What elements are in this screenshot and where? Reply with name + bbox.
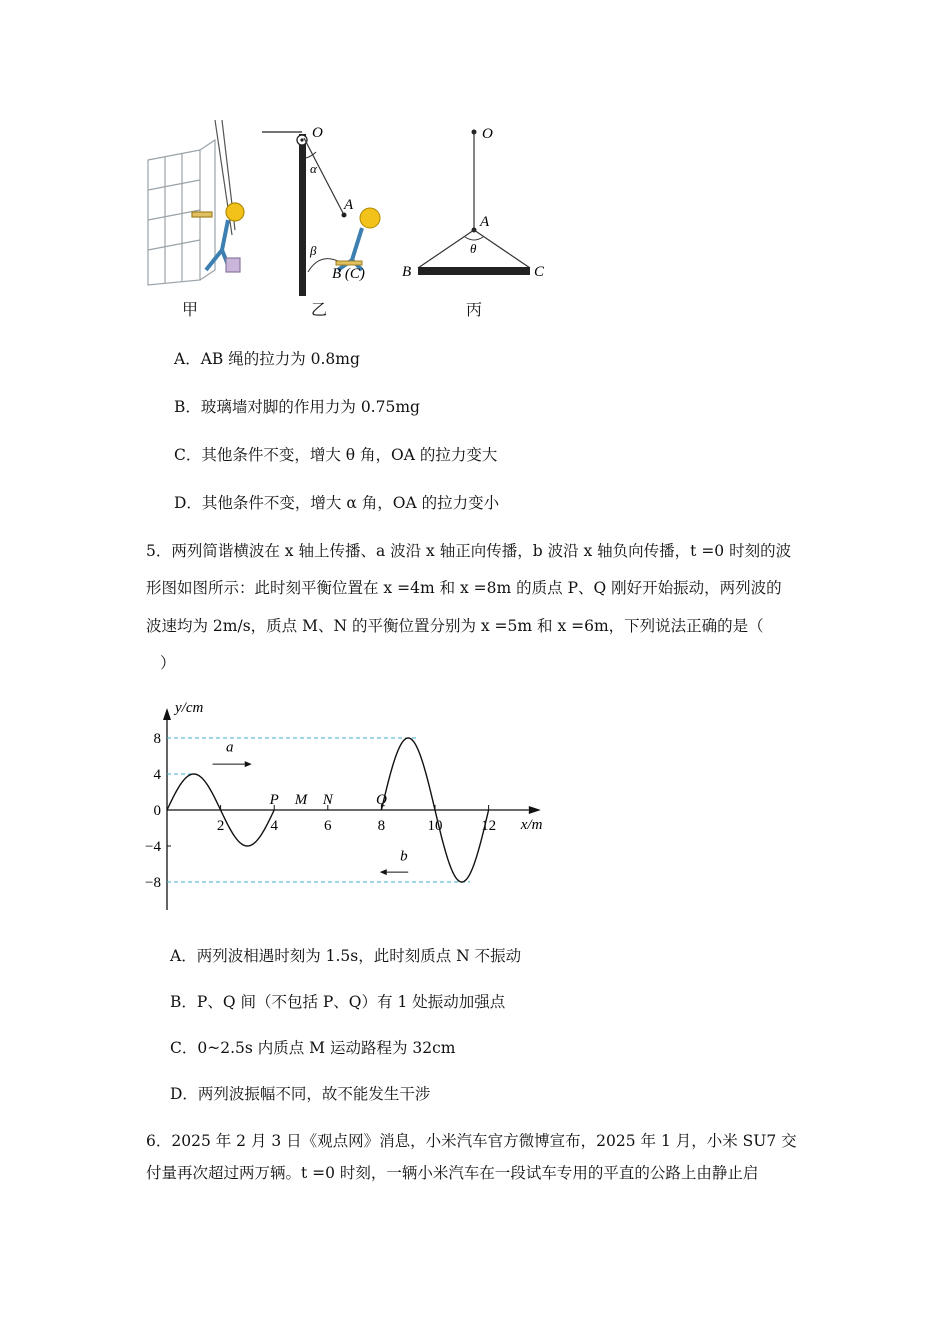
- label-bc: B (C): [332, 266, 365, 282]
- q4-option-d: D．其他条件不变，增大 α 角，OA 的拉力变小: [174, 494, 500, 512]
- x-tick-label: 2: [216, 818, 225, 834]
- x-tick-label: 10: [427, 818, 443, 834]
- q5-line-1: 5．两列简谐横波在 x 轴上传播、a 波沿 x 轴正向传播，b 波沿 x 轴负向传播，t =0 时刻的波: [146, 542, 792, 560]
- y-tick-label: −4: [145, 839, 161, 855]
- q5-option-c: C．0~2.5s 内质点 M 运动路程为 32cm: [170, 1039, 456, 1057]
- x-tick-label: 4: [270, 818, 278, 834]
- caption-bing: 丙: [466, 300, 483, 319]
- caption-jia: 甲: [182, 300, 199, 319]
- q5-line-4: ）: [160, 654, 176, 672]
- figure-bing: [402, 126, 545, 280]
- q5-option-d: D．两列波振幅不同，故不能发生干涉: [170, 1085, 431, 1103]
- q4-option-c: C．其他条件不变，增大 θ 角，OA 的拉力变大: [174, 446, 498, 464]
- y-axis-arrow: [163, 708, 171, 720]
- q5-line-3: 波速均为 2m/s，质点 M、N 的平衡位置分别为 x =5m 和 x =6m，下列说法正确的是（: [146, 617, 764, 635]
- label-theta: θ: [470, 241, 477, 256]
- y-tick-label: 0: [153, 803, 161, 819]
- q5-line-2: 形图如图所示：此时刻平衡位置在 x =4m 和 x =8m 的质点 P、Q 刚好开始振动，两列波的: [146, 579, 782, 597]
- wave-label-b: b: [400, 848, 408, 865]
- q6-line-2: 付量再次超过两万辆。t =0 时刻，一辆小米汽车在一段试车专用的平直的公路上由静止启: [146, 1164, 759, 1182]
- label-beta: β: [310, 243, 317, 258]
- arrow-b-head: [380, 869, 387, 875]
- q4-option-b: B．玻璃墙对脚的作用力为 0.75mg: [174, 398, 420, 416]
- wave-label-a: a: [225, 739, 234, 756]
- x-axis-label: x/m: [520, 817, 543, 833]
- top-figures: [140, 120, 570, 320]
- q6-line-1: 6．2025 年 2 月 3 日《观点网》消息，小米汽车官方微博宣布，2025 年 1 月，小米 SU7 交: [146, 1132, 797, 1150]
- y-axis-label: y/cm: [175, 700, 204, 716]
- label-a2: A: [480, 214, 490, 230]
- point-label: N: [322, 792, 333, 808]
- point-label: M: [294, 792, 308, 808]
- x-axis-arrow: [529, 806, 541, 814]
- caption-yi: 乙: [311, 300, 328, 319]
- x-tick-label: 12: [481, 818, 497, 834]
- y-tick-label: 4: [153, 767, 161, 783]
- point-label: P: [269, 792, 279, 808]
- label-b: B: [402, 264, 412, 280]
- y-tick-label: −8: [145, 875, 161, 891]
- q4-option-a: A．AB 绳的拉力为 0.8mg: [174, 350, 360, 368]
- figure-yi: [262, 125, 380, 296]
- label-o1: O: [312, 125, 323, 141]
- label-c: C: [534, 264, 545, 280]
- label-o2: O: [482, 126, 493, 142]
- figure-jia: [148, 120, 244, 285]
- point-label: Q: [375, 792, 387, 808]
- label-a1: A: [344, 197, 354, 213]
- y-tick-label: 8: [153, 731, 161, 747]
- arrow-a-head: [245, 761, 252, 767]
- x-tick-label: 8: [377, 818, 386, 834]
- q5-option-b: B．P、Q 间（不包括 P、Q）有 1 处振动加强点: [170, 993, 506, 1011]
- x-tick-label: 6: [324, 818, 332, 834]
- q5-option-a: A．两列波相遇时刻为 1.5s，此时刻质点 N 不振动: [170, 947, 522, 965]
- label-alpha: α: [310, 161, 317, 176]
- wave-chart: [140, 690, 560, 920]
